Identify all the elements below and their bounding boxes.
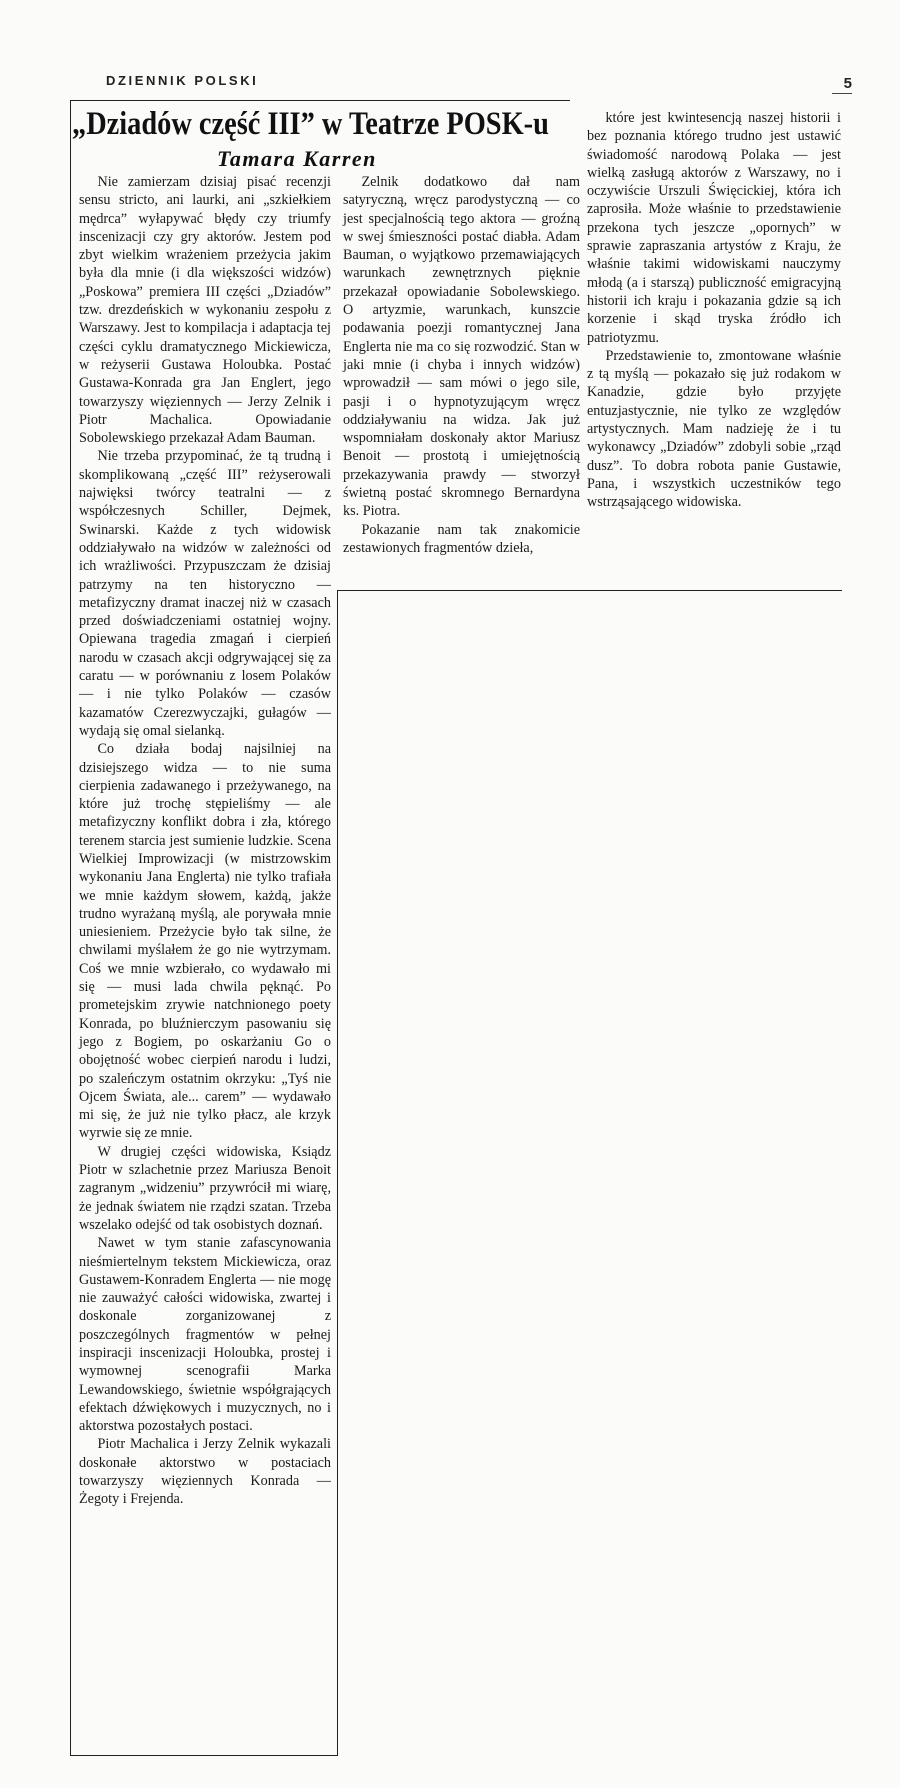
page-number-rule	[832, 93, 852, 94]
paragraph: Piotr Machalica i Jerzy Zelnik wykazali doskonałe aktorstwo w postaciach towarzyszy więziennych Konrada — Żegoty i Frejenda.	[79, 1436, 331, 1508]
masthead	[92, 73, 852, 93]
paragraph: W drugiej części widowiska, Ksiądz Piotr w szlachetnie przez Mariusza Benoit zagranym „widzeniu” przywrócił mi wiarę, że jednak światem nie rządzi szatan. Trzeba wszelako odejść od tak osobistych doznań.	[79, 1143, 331, 1233]
paragraph: Nie zamierzam dzisiaj pisać recenzji sensu stricto, ani laurki, ani „szkiełkiem mędrca” wyłapywać błędy czy triumfy inscenizacji czy gry aktorów. Jestem pod zbyt wielkim wrażeniem przeżycia jakim była dla mnie (i dla większości widzów) „Poskowa” premiera III części „Dziadów” tzw. drezdeńskich w wykonaniu zespołu z Warszawy. Jest to kompilacja i adaptacja tej części cyklu dramatycznego Mickiewicza, w reżyserii Gustawa Holoubka. Postać Gustawa-Konrada gra Jan Englert, jego towarzyszy więziennych — Jerzy Zelnik i Piotr Machalica. Opowiadanie Sobolewskiego przekazał Adam Bauman.	[79, 174, 331, 447]
page-number: 5	[843, 75, 852, 92]
publication-name: DZIENNIK POLSKI	[106, 73, 259, 88]
article-frame-top	[70, 100, 570, 101]
article-frame-left	[70, 100, 71, 1755]
article-frame-right	[337, 590, 338, 1755]
article-author: Tamara Karren	[217, 146, 377, 171]
article-frame-bottom	[70, 1755, 338, 1756]
paragraph: Zelnik dodatkowo dał nam satyryczną, wręcz parodystyczną — co jest specjalnością tego aktora — groźną w swej śmieszności postać diabła. Adam Bauman, o wyjątkowo przemawiających warunkach zewnętrznych pięknie przekazał opowiadanie Sobolewskiego. O artyzmie, warunkach, kunszcie podawania poezji romantycznej Jana Englerta nie ma co się rozwodzić. Stan w jaki mnie (i chyba i innych widzów) wprowadził — sam mówi o jego sile, pasji i o hypnotyzującym wręcz oddziaływaniu na widza. Jak już wspomniałam doskonały aktor Mariusz Benoit — prostotą i umiejętnością przekazywania prawdy — stworzył świetną postać skromnego Bernardyna ks. Piotra.	[343, 174, 580, 520]
article-headline: „Dziadów część III” w Teatrze POSK-u	[72, 106, 549, 142]
article-column-1	[79, 173, 331, 1509]
paragraph: Nawet w tym stanie zafascynowania nieśmiertelnym tekstem Mickiewicza, oraz Gustawem-Konradem Englerta — nie mogę nie zauważyć całości widowiska, zwartej i doskonale zorganizowanej z poszczególnych fragmentów w pełnej inspiracji inscenizacji Holoubka, prostej i wymownej scenografii Marka Lewandowskiego, świetnie współgrających efektach dźwiękowych i muzycznych, no i aktorstwa pozostałych postaci.	[79, 1235, 331, 1435]
paragraph: które jest kwintesencją naszej historii i bez poznania którego trudno jest ustawić świadomość narodową Polaka — jest wielką zasługą aktorów z Warszawy, no i oczywiście Urszuli Święcickiej, która ich zaprosiła. Może właśnie to przedstawienie przekona tych jeszcze „opornych” w sprawie zapraszania artystów z Kraju, że właśnie takimi widowiskami nauczymy młodą (a i starszą) publiczność emigracyjną historii ich kraju i pokazania gdzie są ich korzenie i skąd tryska źródło ich patriotyzmu.	[587, 110, 841, 346]
article-frame-end-rule	[337, 590, 842, 591]
paragraph: Przedstawienie to, zmontowane właśnie z tą myślą — pokazało się już rodakom w Kanadzie, gdzie było przyjęte entuzjastycznie, nie tylko ze względów artystycznych. Mam nadzieję że i tu wykonawcy „Dziadów” zdobyli sobie „rząd dusz”. To dobra robota panie Gustawie, Pana, i wszystkich uczestników tego wstrząsającego widowiska.	[587, 347, 841, 511]
article-column-3	[587, 109, 841, 512]
paragraph: Nie trzeba przypominać, że tą trudną i skomplikowaną „część III” reżyserowali najwięksi twórcy teatralni — z współczesnych Schiller, Dejmek, Swinarski. Każde z tych widowisk oddziaływało na widzów w zależności od ich wrażliwości. Przypuszczam że dzisiaj patrzymy na ten historyczno — metafizyczny dramat inaczej niż w czasach przed doświadczeniami ostatniej wojny. Opiewana tragedia zmagań i cierpień narodu w czasach akcji odgrywającej się za caratu — w porównaniu z losem Polaków — i nie tylko Polaków — czasów kazamatów Czerezwyczajki, gułagów — wydają się omal sielanką.	[79, 448, 331, 739]
paragraph: Pokazanie nam tak znakomicie zestawionych fragmentów dzieła,	[343, 521, 580, 556]
paragraph: Co działa bodaj najsilniej na dzisiejszego widza — to nie suma cierpienia zadawanego i przeżywanego, na które już trochę stępieliśmy — ale metafizyczny konflikt dobra i zła, którego terenem starcia jest sumienie ludzkie. Scena Wielkiej Improwizacji (w mistrzowskim wykonaniu Jana Englerta) nie tylko trafiała we mnie każdym słowem, każdą, jakże trudno wyrażaną myślą, ale porywała mnie uniesieniem. Przeżycie było tak silne, że chwilami myślałem że go nie wytrzymam. Coś we mnie wzbierało, co wydawało mi się — musi lada chwila pęknąć. Po prometejskim zrywie natchnionego poety Konrada, po bluźnierczym pasowaniu się jego z Bogiem, po oskarżaniu Go o obojętność wobec cierpień narodu i ludzi, po szaleńczym ostatnim okrzyku: „Tyś nie Ojcem Świata, ale... carem” — wydawało mi się, że już nie tylko płacz, ale krzyk wyrwie się ze mnie.	[79, 741, 331, 1142]
article-column-2	[343, 173, 580, 557]
